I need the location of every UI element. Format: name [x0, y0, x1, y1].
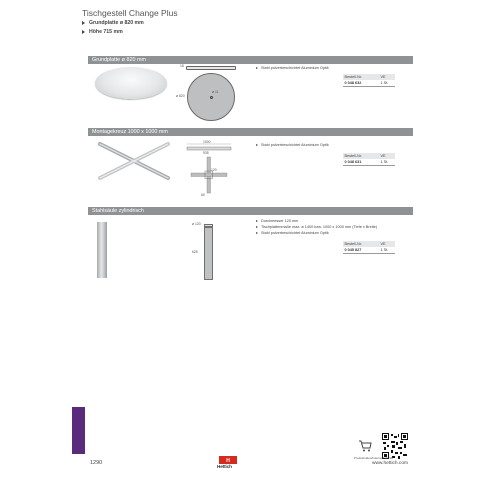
dim-label: ø 11 [212, 90, 219, 94]
dim-label: ø 820 [176, 94, 185, 98]
arrow-icon [82, 30, 85, 34]
order-table: Bestell-Nr. VE 0 045 827 1 St. [343, 241, 395, 254]
bullet-item: Tischplattenmaße max. ø 1400 bzw. 1000 x 1000 mm (Tiefe x Breite) [256, 225, 377, 229]
packing-unit: 1 St. [379, 247, 395, 253]
dim-label: 935 [203, 151, 209, 155]
base-plate-side-drawing [186, 66, 236, 70]
order-number: 0 045 827 [343, 247, 379, 253]
order-number: 0 048 632 [343, 80, 379, 86]
section-bar-mounting-cross: Montagekreuz 1000 x 1000 mm [88, 128, 413, 136]
page-number: 1290 [90, 460, 103, 466]
section-bar-base-plate: Grundplatte ø 820 mm [88, 56, 413, 64]
bullet-item: Stahl pulverbeschichtet Aluminium Optik [256, 231, 329, 235]
bullet-icon [256, 232, 258, 234]
bullet-icon [256, 220, 258, 222]
base-plate-photo [95, 67, 167, 99]
base-plate-center-hole [210, 96, 213, 99]
mounting-cross-drawing [183, 139, 235, 197]
subtitle-base-plate: Grundplatte ø 820 mm [82, 20, 144, 26]
bullet-icon [256, 144, 258, 146]
chapter-tab [72, 407, 85, 454]
bullet-icon [256, 226, 258, 228]
steel-column-photo [97, 222, 107, 278]
packing-unit: 1 St. [379, 80, 395, 86]
steel-column-drawing [204, 227, 213, 280]
dim-label: 1000 [203, 140, 211, 144]
subtitle-height: Höhe 715 mm [82, 29, 123, 35]
dim-label: ø 120 [192, 222, 201, 226]
shopping-cart-icon[interactable] [358, 440, 372, 452]
mounting-cross-photo [96, 140, 172, 182]
page-title: Tischgestell Change Plus [82, 8, 178, 18]
website-url[interactable]: www.hettich.com [372, 461, 408, 466]
svg-text:H: H [226, 458, 230, 464]
section-bar-steel-column: Stahlsäule zylindrisch [88, 207, 413, 215]
bullet-item: Durchmesser 120 mm [256, 219, 298, 223]
qr-caption: Produktvideo/Internet/Info/3D [354, 456, 394, 460]
dim-label: 60 [201, 193, 205, 197]
dim-label: 18 [180, 64, 184, 68]
bullet-item: Stahl pulverbeschichtet Aluminium Optik [256, 143, 329, 147]
order-number: 0 048 631 [343, 159, 379, 165]
packing-unit: 1 St. [379, 159, 395, 165]
bullet-icon [256, 67, 258, 69]
order-table: Bestell-Nr. VE 0 048 632 1 St. [343, 74, 395, 87]
logo-wordmark: Hettich [217, 464, 232, 469]
arrow-icon [82, 21, 85, 25]
dim-label: 625 [192, 250, 198, 254]
order-table: Bestell-Nr. VE 0 048 631 1 St. [343, 153, 395, 166]
bullet-item: Stahl pulverbeschichtet Aluminium Optik [256, 66, 329, 70]
dim-label: 120 [211, 168, 217, 172]
